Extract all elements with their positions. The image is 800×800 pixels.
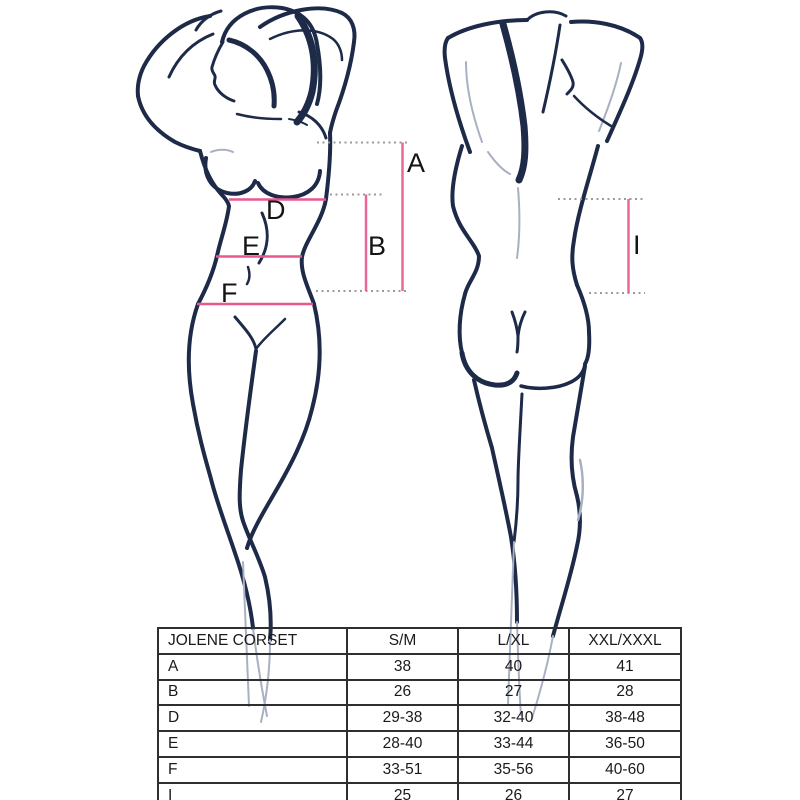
size-value-cell: 40-60	[569, 757, 681, 783]
size-value-cell: 41	[569, 654, 681, 680]
size-value-cell: 32-40	[458, 705, 569, 731]
size-column-header: XXL/XXXL	[569, 628, 681, 654]
size-value-cell: 27	[458, 680, 569, 706]
measurement-label-a: A	[407, 148, 426, 178]
size-value-cell: 28	[569, 680, 681, 706]
size-value-cell: 29-38	[347, 705, 458, 731]
size-value-cell: 33-51	[347, 757, 458, 783]
size-table-row	[158, 705, 681, 731]
measurement-label-i: I	[633, 230, 641, 260]
size-column-header: S/M	[347, 628, 458, 654]
size-value-cell: 35-56	[458, 757, 569, 783]
size-table-row	[158, 783, 681, 800]
size-value-cell: 36-50	[569, 731, 681, 757]
size-value-cell: 38-48	[569, 705, 681, 731]
measurement-label-b: B	[368, 231, 387, 261]
size-table-row	[158, 731, 681, 757]
size-value-cell: 40	[458, 654, 569, 680]
measurement-row-label: B	[158, 680, 347, 706]
measurement-label-e: E	[242, 231, 261, 261]
size-value-cell: 25	[347, 783, 458, 800]
measurement-row-label: A	[158, 654, 347, 680]
size-value-cell: 33-44	[458, 731, 569, 757]
figure-front-silhouette	[138, 7, 355, 722]
size-value-cell: 26	[458, 783, 569, 800]
size-value-cell: 27	[569, 783, 681, 800]
size-column-header: L/XL	[458, 628, 569, 654]
back-measurement-lines	[558, 199, 645, 293]
size-table-header-row	[158, 628, 681, 654]
measurement-row-label: E	[158, 731, 347, 757]
size-table-row	[158, 680, 681, 706]
size-table-row	[158, 757, 681, 783]
measurement-row-label: D	[158, 705, 347, 731]
measurement-label-d: D	[266, 195, 286, 225]
size-table-row	[158, 654, 681, 680]
size-value-cell: 38	[347, 654, 458, 680]
size-value-cell: 28-40	[347, 731, 458, 757]
size-table-title-cell: JOLENE CORSET	[158, 628, 347, 654]
size-table	[157, 627, 682, 800]
measurement-label-f: F	[221, 278, 238, 308]
size-value-cell: 26	[347, 680, 458, 706]
measurement-row-label: I	[158, 783, 347, 800]
measurement-row-label: F	[158, 757, 347, 783]
figure-back-silhouette	[445, 12, 643, 718]
